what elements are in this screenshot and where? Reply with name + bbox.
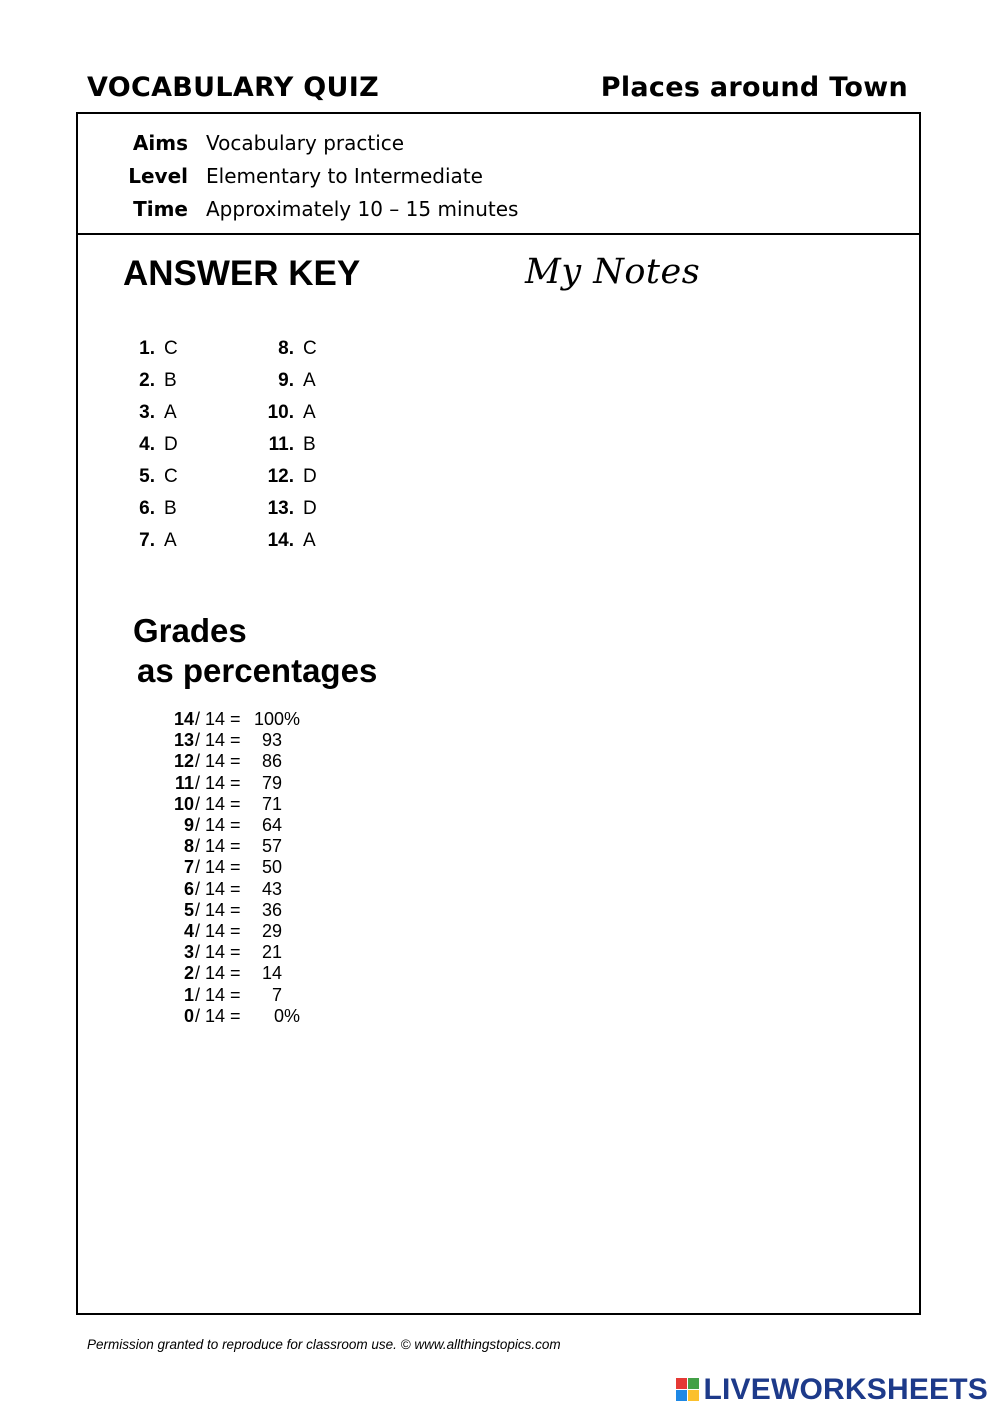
info-panel — [78, 114, 919, 235]
grade-percentage: 86 — [261, 751, 282, 772]
info-value: Approximately 10 – 15 minutes — [206, 197, 519, 221]
grade-score: 0 — [183, 1005, 194, 1026]
answer-letter: A — [303, 370, 316, 391]
answer-letter: B — [164, 498, 177, 519]
answer-key-title: ANSWER KEY — [123, 254, 361, 293]
answer-number: 8. — [278, 338, 294, 359]
grade-percentage: 36 — [261, 899, 282, 920]
grades-title-line2: as percentages — [137, 652, 378, 689]
my-notes-title: My Notes — [525, 252, 701, 292]
answer-item — [78, 530, 316, 556]
logo-square — [676, 1378, 687, 1389]
logo-square — [688, 1378, 699, 1389]
answer-item — [78, 498, 317, 524]
logo-square — [688, 1390, 699, 1401]
grades-title-line1: Grades — [133, 612, 247, 649]
grade-denominator: / 14 = — [195, 751, 241, 772]
grade-denominator: / 14 = — [195, 899, 241, 920]
grade-score: 7 — [183, 857, 194, 878]
answer-number: 4. — [139, 434, 155, 455]
grade-denominator: / 14 = — [195, 1005, 241, 1026]
grade-percentage: 64 — [261, 815, 282, 835]
grade-row — [154, 836, 304, 857]
answer-item — [78, 434, 316, 460]
grade-denominator: / 14 = — [195, 942, 241, 963]
answer-letter: A — [164, 402, 177, 423]
grade-row — [154, 921, 304, 942]
liveworksheets-logo — [676, 1373, 989, 1407]
grade-percentage: 14 — [261, 963, 282, 984]
answer-number: 9. — [278, 370, 294, 391]
liveworksheets-text: LIVEWORKSHEETS — [703, 1373, 988, 1406]
grade-score: 1 — [183, 984, 194, 1005]
answer-letter: C — [164, 466, 178, 487]
grade-percentage: 43 — [261, 878, 282, 899]
answer-letter: A — [303, 402, 316, 423]
grade-score: 6 — [183, 878, 194, 899]
grade-denominator: / 14 = — [195, 963, 241, 984]
answer-item — [78, 402, 316, 428]
answer-number: 5. — [139, 466, 155, 487]
info-value: Elementary to Intermediate — [206, 164, 483, 188]
grade-denominator: / 14 = — [195, 772, 241, 793]
grade-row — [154, 963, 304, 984]
grade-row — [154, 879, 304, 900]
grade-denominator: / 14 = — [195, 815, 241, 835]
grade-denominator: / 14 = — [195, 921, 241, 941]
answer-number: 10. — [267, 402, 294, 423]
answer-letter: C — [303, 338, 317, 359]
answer-letter: D — [164, 434, 178, 455]
grade-percentage: 93 — [261, 730, 282, 751]
grade-row — [154, 815, 304, 836]
grade-denominator: / 14 = — [195, 730, 241, 751]
grade-percentage: 57 — [261, 836, 282, 857]
worksheet-frame — [76, 112, 921, 1315]
topic-title: Places around Town — [600, 72, 908, 103]
grade-score: 4 — [183, 921, 194, 941]
permission-footer: Permission granted to reproduce for classroom use. © www.allthingstopics.com — [87, 1337, 561, 1352]
info-label: Level — [128, 164, 188, 188]
grade-denominator: / 14 = — [195, 857, 241, 878]
grade-row — [154, 900, 304, 921]
info-label: Time — [133, 197, 188, 221]
grade-percentage: 71 — [261, 793, 282, 814]
answer-item — [78, 370, 316, 396]
grade-score: 3 — [183, 942, 194, 963]
answer-number: 13. — [267, 498, 294, 519]
info-label: Aims — [132, 131, 188, 155]
answer-item — [78, 338, 317, 364]
grade-score: 14 — [173, 709, 194, 729]
grade-score: 11 — [174, 772, 194, 793]
answer-number: 3. — [139, 402, 155, 423]
answer-number: 6. — [139, 498, 155, 519]
answer-number: 14. — [267, 530, 294, 551]
grade-percentage: 100% — [253, 709, 300, 729]
grade-score: 9 — [183, 815, 194, 835]
grade-score: 2 — [183, 963, 194, 984]
grade-score: 10 — [173, 793, 194, 814]
logo-square — [676, 1390, 687, 1401]
answer-number: 11. — [268, 434, 294, 455]
answer-letter: D — [303, 498, 317, 519]
grade-row — [154, 730, 304, 751]
grade-denominator: / 14 = — [195, 836, 241, 857]
answer-letter: D — [303, 466, 317, 487]
grade-row — [154, 794, 304, 815]
grade-percentage: 21 — [261, 942, 282, 963]
grade-score: 5 — [183, 899, 194, 920]
answer-number: 12. — [267, 466, 294, 487]
grade-row — [154, 773, 304, 794]
grade-score: 8 — [183, 836, 194, 857]
grades-title — [133, 611, 377, 691]
grade-percentage: 7 — [271, 984, 282, 1005]
grade-row — [154, 942, 304, 963]
grade-score: 12 — [173, 751, 194, 772]
grade-denominator: / 14 = — [195, 709, 241, 729]
grade-row — [154, 1006, 304, 1027]
quiz-title: VOCABULARY QUIZ — [87, 72, 379, 103]
liveworksheets-icon — [676, 1378, 700, 1402]
grade-percentage: 29 — [261, 921, 282, 941]
answer-number: 1. — [139, 338, 155, 359]
grade-row — [154, 857, 304, 878]
answer-number: 7. — [139, 530, 155, 551]
grade-row — [154, 709, 304, 730]
answer-letter: B — [303, 434, 316, 455]
grade-denominator: / 14 = — [195, 984, 241, 1005]
grade-percentage: 0% — [273, 1005, 300, 1026]
answer-letter: A — [164, 530, 177, 551]
grade-denominator: / 14 = — [195, 878, 241, 899]
answer-item — [78, 466, 317, 492]
answer-letter: B — [164, 370, 177, 391]
grade-denominator: / 14 = — [195, 793, 241, 814]
answer-letter: C — [164, 338, 178, 359]
grade-percentage: 79 — [261, 772, 282, 793]
grade-percentage: 50 — [261, 857, 282, 878]
grade-score: 13 — [173, 730, 194, 751]
info-value: Vocabulary practice — [206, 131, 405, 155]
grade-row — [154, 985, 304, 1006]
answer-letter: A — [303, 530, 316, 551]
answer-number: 2. — [139, 370, 155, 391]
grade-row — [154, 751, 304, 772]
